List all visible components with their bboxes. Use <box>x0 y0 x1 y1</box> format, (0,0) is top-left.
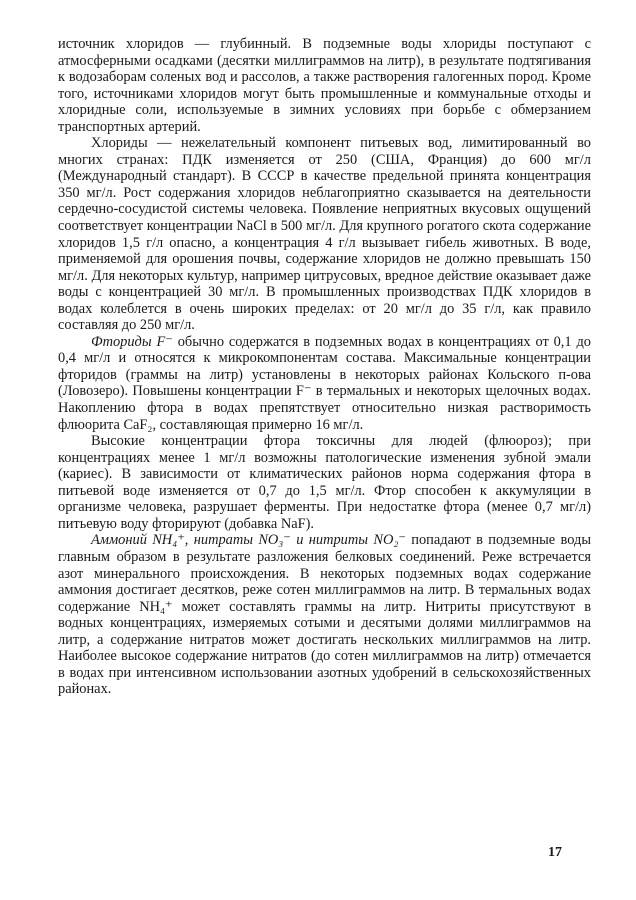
paragraph-chlorides-sources <box>58 36 591 135</box>
paragraph-text: источник хлоридов — глубинный. В подземные воды хлориды поступают с атмосферными осадками (десятки миллиграммов на литр), в результате подтягивания к водозаборам соленых вод и рассолов, а также растворения галогенных пород. Кроме того, источниками хлоридов могут быть промышленные и коммунальные отходы и хлоридные соли, используемые в зимних условиях при борьбе с обмерзанием транспортных артерий. <box>58 36 591 135</box>
paragraph-text: попадают в подземные воды главным образом в результате разложения белковых соединений. Реже встречается азот минерального происхождения. В некоторых подземных водах содержание аммония достигает десятков, реже сотен миллиграммов на литр. В термальных водах содержание NH₄⁺ может составлять граммы на литр. Нитриты присутствуют в водных концентрациях, измеряемых сотыми и десятыми долями миллиграммов на литр, а содержание нитратов может достигать нескольких миллиграммов на литр. Наиболее высокое содержание нитратов (до сотен миллиграммов на литр) отмечается в водах при интенсивном использовании азотных удобрений в сельскохозяйственных районах. <box>58 532 591 698</box>
page-number: 17 <box>548 845 562 860</box>
paragraph-chlorides-limits <box>58 135 591 334</box>
paragraph-text: обычно содержатся в подземных водах в концентрациях от 0,1 до 0,4 мг/л и относятся к микрокомпонентам состава. Максимальные концентрации фторидов (граммы на литр) установлены в некоторых районах Кольского п-ова (Ловозеро). Повышены концентрации F⁻ в термальных и некоторых щелочных водах. Накоплению фтора в водах препятствует относительно низкая растворимость флюорита CaF₂, составляющая примерно 16 мг/л. <box>58 333 591 433</box>
paragraph-nitrogen-compounds <box>58 532 591 697</box>
paragraph-fluorine-toxicity <box>58 433 591 532</box>
section-term-fluorides: Фториды F⁻ <box>91 333 173 350</box>
paragraph-text: Хлориды — нежелательный компонент питьевых вод, лимитированный во многих странах: ПДК изменяется от 250 (США, Франция) до 600 мг/л (Международный стандарт). В СССР в качестве предельной принята концентрация 350 мг/л. Рост содержания хлоридов неблагоприятно сказывается на деятельности сердечно-сосудистой системы человека. Появление неприятных вкусовых ощущений соответствует концентрации NaCl в 500 мг/л. Для крупного рогатого скота содержание хлоридов 1,5 г/л опасно, а концентрация 4 г/л вызывает гибель животных. В воде, применяемой для орошения почвы, содержание хлоридов не должно превышать 150 мг/л. Для некоторых культур, например цитрусовых, вредное действие оказывает даже воды с концентрацией 30 мг/л. В промышленных производствах ПДК хлоридов в водах колеблется в очень широких пределах: от 20 мг/л до 35 г/л, как правило составляя до 250 мг/л. <box>58 135 591 334</box>
paragraph-text: Высокие концентрации фтора токсичны для людей (флюороз); при концентрациях менее 1 мг/л возможны патологические изменения зубной эмали (кариес). В зависимости от климатических районов норма содержания фтора в питьевой воде изменяется от 0,7 до 1,5 мг/л. Фтор способен к аккумуляции в организме человека, разрушает ферменты. При недостатке фтора (менее 0,7 мг/л) питьевую воду фторируют (добавка NaF). <box>58 433 591 532</box>
section-term-nitrogen: Аммоний NH₄⁺, нитраты NO₃⁻ и нитриты NO₂⁻ <box>91 532 406 549</box>
page-body <box>58 36 591 866</box>
paragraph-fluorides <box>58 334 591 433</box>
